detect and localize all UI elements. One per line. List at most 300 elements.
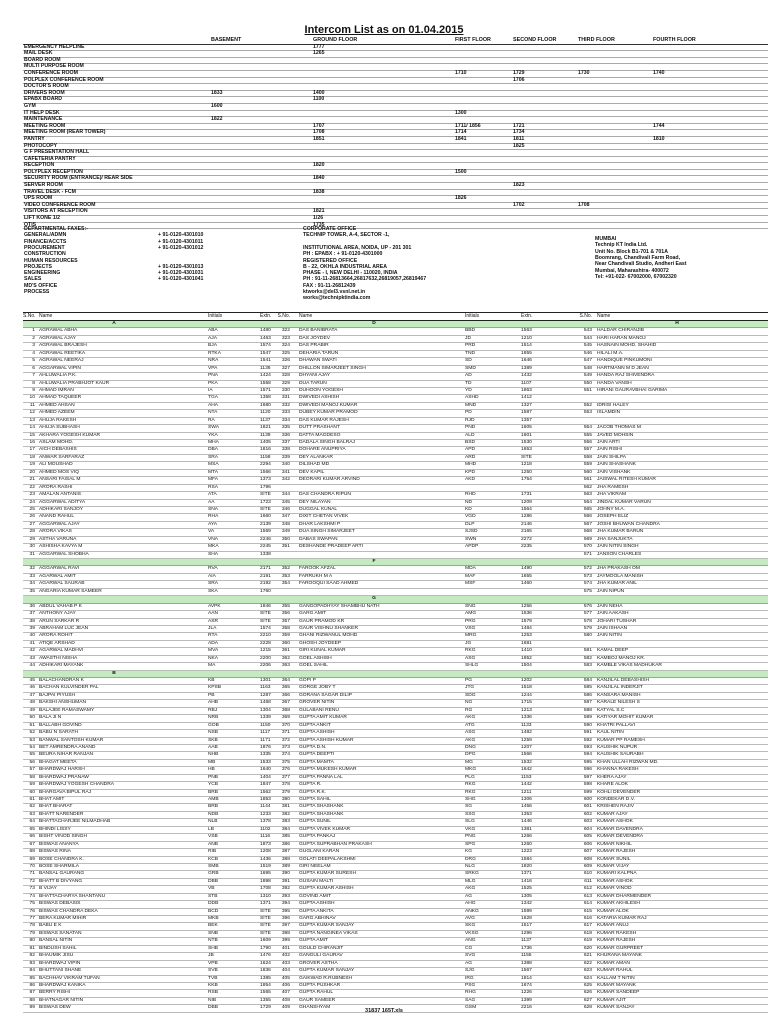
employee-name: KUMAR ALOK [597, 908, 629, 914]
initials: BBD [465, 328, 476, 334]
serial-number: 367 [281, 700, 290, 706]
serial-number: 65 [29, 826, 35, 832]
table-row [23, 656, 768, 663]
table-row [23, 440, 768, 447]
facility-extension: 1265 [313, 50, 325, 57]
initials: RG [465, 707, 473, 713]
initials: SMB [208, 863, 219, 869]
facility-name: MEETING ROOM (REAR TOWER) [24, 129, 106, 136]
employee-name: JOHARI TUSHAR [597, 618, 637, 624]
facility-extension: 1744 [653, 122, 665, 129]
serial-number: 55 [29, 752, 35, 758]
serial-number: 602 [583, 811, 592, 817]
serial-number: 79 [29, 930, 35, 936]
employee-name: GUPTA AMIT [299, 938, 328, 944]
initials: DDB [208, 901, 219, 907]
department-label: SALES [24, 276, 42, 283]
employee-name: KUMAR RAKESH [597, 930, 637, 936]
employee-name: GAUR SAMEER [299, 997, 336, 1003]
serial-number: 10 [29, 395, 35, 401]
initials: SHLG [465, 663, 479, 669]
initials: PRG [465, 618, 476, 624]
extension: 1213 [521, 707, 532, 713]
initials: NSB [208, 730, 219, 736]
serial-number: 345 [281, 499, 290, 505]
table-row [23, 842, 768, 849]
serial-number: 628 [583, 1005, 592, 1011]
facility-extension: 1823 [513, 182, 525, 189]
serial-number: 612 [583, 886, 592, 892]
initials: SKB [208, 737, 218, 743]
employee-name: GUPTA MUKESH KUMAR [299, 767, 357, 773]
serial-number: 18 [29, 454, 35, 460]
employee-name: BHARGAVA BIPUL RAJ [39, 789, 92, 795]
employee-name: KUMAR DEVENDRA [597, 834, 644, 840]
table-row [23, 782, 768, 789]
facility-extension: 1822 [211, 116, 223, 123]
employee-name: DHYANI AJAY [299, 373, 331, 379]
table-row [23, 916, 768, 923]
employee-name: JOSHI BHUWAN CHANDRA [597, 521, 660, 527]
employee-name: GAIKWAD R.RUBNESH [299, 975, 353, 981]
table-row [23, 871, 768, 878]
facility-extension: 1825 [513, 142, 525, 149]
employee-name: BOSE SHARMILA [39, 863, 79, 869]
initials: KD [465, 506, 472, 512]
directory-column-header: Initials [465, 313, 480, 319]
serial-number: 381 [281, 804, 290, 810]
serial-number: 2 [32, 335, 35, 341]
table-row [23, 968, 768, 975]
employee-name: BINDUSH SAHIL [39, 945, 77, 951]
initials: AMG [465, 611, 477, 617]
table-row [23, 574, 768, 581]
employee-name: HANDA VANSH [597, 380, 632, 386]
employee-name: JAIN ISHAAN [597, 625, 628, 631]
employee-name: KHAN ULLAH RIZWAN MD. [597, 759, 659, 765]
initials: AKG [465, 737, 476, 743]
extension: 1286 [521, 514, 532, 520]
facility-name: MAINTENANCE [24, 116, 63, 123]
extension: 1259 [521, 737, 532, 743]
employee-name: AWASTHI NISHA [39, 655, 78, 661]
serial-number: 81 [29, 945, 35, 951]
mumbai-address-line: Technip KT India Ltd. [595, 242, 648, 249]
serial-number: 380 [281, 797, 290, 802]
directory-column-header: Name [39, 313, 53, 319]
employee-name: GANGULI GAURAV [299, 953, 343, 959]
extension: 2206 [260, 663, 271, 669]
serial-number: 371 [281, 730, 290, 736]
initials: AG [465, 893, 473, 899]
employee-name: GUPTA ANKITA [299, 908, 334, 914]
employee-name: BABU N SARATH [39, 730, 79, 736]
serial-number: 376 [281, 767, 290, 773]
serial-number: 391 [281, 878, 290, 884]
serial-number: 599 [583, 789, 592, 795]
initials: VKSG [465, 930, 479, 936]
serial-number: 558 [583, 454, 592, 460]
employee-name: JAIN SHASHANK [597, 462, 636, 468]
employee-name: JHA SANJUKTA [597, 536, 633, 542]
initials: ANG [465, 938, 476, 944]
extension: 1821 [260, 425, 271, 431]
initials: ARD [465, 454, 476, 460]
initials: MDA [465, 566, 476, 572]
employee-name: ASTHA VARUNA [39, 536, 77, 542]
initials: JB [208, 953, 214, 959]
extension: 1335 [260, 752, 271, 758]
table-row [23, 812, 768, 819]
extension: 1681 [521, 640, 532, 646]
table-row [23, 328, 768, 335]
employee-name: AGRAWAL AJAY [39, 335, 76, 341]
serial-number: 325 [281, 350, 290, 356]
section-letter: A [112, 321, 116, 326]
extension: 1208 [260, 849, 271, 855]
serial-number: 372 [281, 737, 290, 743]
serial-number: 607 [583, 849, 592, 855]
employee-name: BEURA NIHAR RANJAN [39, 752, 94, 758]
employee-name: AGARWAL SAURAB [39, 581, 85, 587]
employee-name: BHAT BHARAT [39, 804, 73, 810]
table-row [23, 447, 768, 454]
facility-extension: 1820 [313, 162, 325, 169]
extension: 1836 [260, 968, 271, 974]
serial-number: 342 [281, 477, 290, 483]
serial-number: 26 [29, 514, 35, 520]
initials: SVG [465, 953, 476, 959]
section-letter: D [372, 321, 376, 326]
employee-name: GUPTA D.N. [299, 744, 327, 750]
extension: SITE [260, 930, 271, 936]
serial-number: 57 [29, 767, 35, 773]
serial-number: 35 [29, 588, 35, 594]
serial-number: 25 [29, 506, 35, 512]
extension: SITE [521, 454, 532, 460]
employee-name: HALDAR CHIRANJIB [597, 328, 645, 334]
initials: DBA [208, 447, 219, 453]
initials: SRA [208, 454, 219, 460]
employee-name: KANJILAL INDERJIT [597, 685, 643, 691]
extension: 1389 [521, 365, 532, 371]
table-row [23, 343, 768, 350]
serial-number: 362 [281, 655, 290, 661]
directory-header [23, 312, 768, 321]
employee-name: ALI MOUSHAD [39, 462, 73, 468]
employee-name: BHARDWAJ KANIKA [39, 982, 86, 988]
employee-name: BHARDWAJ PRANAW [39, 774, 89, 780]
extension: 1847 [260, 782, 271, 788]
extension: SITE [260, 916, 271, 921]
initials: NG [465, 700, 473, 706]
extension: 1144 [260, 804, 271, 810]
initials: AMB [208, 797, 219, 802]
extension: 1371 [260, 901, 271, 907]
initials: SNA [208, 506, 219, 512]
extension: 1266 [521, 834, 532, 840]
employee-name: GUPTA DEEPTI [299, 752, 335, 758]
employee-name: ATIQE ARSHAD [39, 640, 75, 646]
initials: PNA [208, 373, 219, 379]
directory-column-header: S.No. [579, 313, 592, 319]
serial-number: 69 [29, 856, 35, 862]
extension: 1536 [521, 611, 532, 617]
initials: GSM [465, 1005, 477, 1011]
extension: 1218 [521, 462, 532, 468]
employee-name: DUA SINGH SIMARJEET [299, 529, 355, 535]
extension: 1468 [260, 700, 271, 706]
employee-name: ANSARI FAISAL M [39, 477, 81, 483]
serial-number: 22 [29, 484, 35, 490]
employee-name: KUMAR DAVENDRA [597, 826, 643, 832]
serial-number: 576 [583, 603, 592, 609]
serial-number: 596 [583, 767, 592, 773]
employee-name: DEY ALANKAR [299, 454, 333, 460]
employee-name: GROVER ASTHA [299, 960, 338, 966]
table-row [23, 983, 768, 990]
extension: 1296 [521, 930, 532, 936]
extension: 1876 [260, 744, 271, 750]
initials: PNG [465, 834, 476, 840]
table-row [23, 886, 768, 893]
extension: 1301 [260, 678, 271, 683]
employee-name: BHARDWAJ HARSH [39, 767, 85, 773]
serial-number: 357 [281, 618, 290, 624]
employee-name: GUPTA SHASHANK [299, 804, 344, 810]
employee-name: GUPTA ASHISH KUMAR [299, 737, 354, 743]
serial-number: 62 [29, 804, 35, 810]
employee-name: GORANA SAGAR DILIP [299, 692, 352, 698]
serial-number: 364 [281, 678, 290, 683]
employee-name: DILSHAD MD [299, 462, 330, 468]
office-address-line: REGISTERED OFFICE [303, 257, 358, 264]
employee-name: BHAGAT MEETA [39, 759, 77, 765]
column-header: FOURTH FLOOR [653, 37, 696, 43]
facility-name: VISITORS AT RECEPTION [24, 208, 88, 215]
employee-name: GUPTA AMIT KUMAR [299, 715, 347, 721]
office-address-line: PH : EPABX : + 91-0120-4301000 [303, 251, 383, 258]
serial-number: 324 [281, 343, 290, 349]
facility-name: CONFERENCE ROOM [24, 69, 78, 76]
initials: MTA [208, 469, 218, 475]
extension: 1574 [260, 625, 271, 631]
serial-number: 554 [583, 425, 592, 431]
employee-name: GUPTA R.K. [299, 789, 327, 795]
employee-name: KATYAL S.C [597, 707, 625, 713]
facility-name: TRAVEL DESK - FCM [24, 188, 76, 195]
extension: 1207 [521, 744, 532, 750]
serial-number: 356 [281, 611, 290, 617]
employee-name: AGGARWAL ADITYA [39, 499, 86, 505]
directory-column-header: Initials [208, 313, 223, 319]
employee-name: KAUL NITIN [597, 730, 624, 736]
serial-number: 1 [32, 328, 35, 334]
employee-name: GAUR VISHNU SHANKER [299, 625, 358, 631]
department-label: GENERAL/ADMN [24, 232, 67, 239]
employee-name: IDRISI HALEY [597, 402, 629, 408]
employee-name: JANSON CHARLES [597, 551, 642, 557]
employee-name: AGRAWAL ABHA [39, 328, 78, 334]
column-header: BASEMENT [211, 37, 242, 43]
table-row [23, 381, 768, 388]
employee-name: DATTA MAGDESO [299, 432, 341, 438]
table-row [23, 581, 768, 588]
facility-name: MULTI PURPOSE ROOM [24, 63, 84, 70]
serial-number: 66 [29, 834, 35, 840]
extension: 2146 [521, 521, 532, 527]
facility-name: POLPLEX CONFERENCE ROOM [24, 76, 104, 83]
employee-name: BACHHAV VIKRAM TUFAN [39, 975, 100, 981]
serial-number: 53 [29, 737, 35, 743]
employee-name: HIRANI GAURAVBHAI GARIMA [597, 387, 668, 393]
serial-number: 580 [583, 633, 592, 639]
facility-extension: 1711/ 1856 [455, 122, 481, 129]
serial-number: 608 [583, 856, 592, 862]
serial-number: 379 [281, 789, 290, 795]
employee-name: JOSEPH ELIZ [597, 514, 629, 520]
initials: PD [465, 410, 472, 416]
facility-extension: 1708 [578, 201, 590, 208]
employee-name: KUMAR RAJESH [597, 849, 636, 855]
table-row [23, 395, 768, 402]
extension: 1731 [521, 492, 532, 498]
table-row [23, 953, 768, 960]
employee-name: KARALE NILESH S [597, 700, 640, 706]
department-label: CONSTRUCTION [24, 251, 66, 258]
employee-name: KUMAR AMAN [597, 960, 630, 966]
table-row [23, 708, 768, 715]
serial-number: 592 [583, 737, 592, 743]
extension: 1215 [260, 648, 271, 654]
extension: 1640 [260, 767, 271, 773]
serial-number: 24 [29, 499, 35, 505]
employee-name: ASHISHA KAVYA M [39, 544, 83, 550]
serial-number: 72 [29, 878, 35, 884]
extension: 1209 [521, 499, 532, 505]
extension: 1547 [260, 350, 271, 356]
employee-name: KUMAR DHARMENDER [597, 893, 652, 899]
initials: AVPK [208, 603, 221, 609]
department-fax: + 91-0120-4301011 [158, 238, 204, 245]
employee-name: HASNAIN MOHD. SHAHID [597, 343, 657, 349]
page-title: Intercom List as on 01.04.2015 [304, 24, 464, 36]
initials: PSG [465, 982, 476, 988]
extension: 1150 [260, 722, 271, 728]
serial-number: 348 [281, 521, 290, 527]
initials: LB [208, 826, 214, 832]
directory-column-header: Name [597, 313, 611, 319]
employee-name: BERRY RISHI [39, 990, 71, 996]
serial-number: 47 [29, 692, 35, 698]
table-row [23, 336, 768, 343]
serial-number: 562 [583, 484, 592, 490]
serial-number: 615 [583, 908, 592, 914]
employee-name: ANGARIA KUMAR SAMEER [39, 588, 102, 594]
office-address-line: ktworks@del3.vsnl.net.in [303, 289, 366, 295]
initials: AAB [208, 744, 218, 750]
employee-name: DOHARE ANUPRIYA [299, 447, 346, 453]
employee-name: JACOB THOMAS M [597, 425, 641, 431]
initials: RTKA [208, 350, 221, 356]
employee-name: ANAND RAHUL [39, 514, 75, 520]
employee-name: DAS BANIBRATA [299, 328, 338, 334]
serial-number: 346 [281, 506, 290, 512]
employee-name: GUPTA KUMAR SANJAY [299, 923, 355, 929]
serial-number: 577 [583, 611, 592, 617]
facility-name: MEETING ROOM [24, 122, 66, 129]
table-row [23, 946, 768, 953]
serial-number: 566 [583, 514, 592, 520]
office-address-line: B - 22, OKHLA INDUSTRIAL AREA [303, 263, 387, 270]
table-row [23, 752, 768, 759]
initials: KG [465, 849, 473, 855]
table-row [23, 827, 768, 834]
initials: NLG [465, 863, 476, 869]
employee-name: AHLUWALIA PRABHJOT KAUR [39, 380, 110, 386]
initials: PLG [465, 774, 475, 780]
employee-name: GIRI KUNAL KUMAR [299, 648, 346, 654]
employee-name: DADALA SINGH BALRAJ [299, 440, 355, 445]
serial-number: 78 [29, 923, 35, 929]
initials: VSG [465, 625, 476, 631]
initials: KPSB [208, 685, 222, 691]
serial-number: 619 [583, 938, 592, 944]
employee-name: GOEL SAHIL [299, 663, 328, 669]
initials: SWA [208, 425, 219, 431]
serial-number: 595 [583, 759, 592, 765]
extension: 1736 [521, 945, 532, 951]
initials: NRA [208, 358, 219, 364]
employee-name: BISWAS CHANDRA DEKA [39, 908, 98, 914]
facility-extension: 1721 [513, 122, 525, 129]
serial-number: 9 [32, 387, 35, 393]
table-row [23, 961, 768, 968]
initials: ND [465, 499, 473, 505]
table-row [23, 693, 768, 700]
employee-name: GUPTA ANKIT [299, 722, 331, 728]
facility-name: PHOTOCOPY [24, 142, 58, 149]
initials: RKG [465, 648, 476, 654]
table-row [23, 537, 768, 544]
serial-number: 393 [281, 893, 290, 899]
serial-number: 571 [583, 551, 592, 557]
employee-name: AICH DEBASHIS [39, 447, 77, 453]
extension: 1814 [521, 975, 532, 981]
initials: YD [465, 387, 472, 393]
table-row [23, 514, 768, 521]
initials: PNB [208, 774, 219, 780]
extension: 1579 [521, 618, 532, 624]
serial-number: 591 [583, 730, 592, 736]
employee-name: DUA TARUN [299, 380, 327, 386]
extension: 1137 [260, 417, 271, 423]
facility-extension: 1702 [513, 201, 525, 208]
employee-name: JAIN ARTI [597, 440, 620, 445]
initials: AJA [208, 335, 217, 341]
employee-name: HARI HARAN MANOJ [597, 335, 646, 341]
serial-number: 398 [281, 930, 290, 936]
employee-name: JOHNY M.A. [597, 506, 625, 512]
employee-name: DAS KUMAR RAJESH [299, 417, 349, 423]
extension: 1136 [260, 365, 271, 371]
table-row [23, 879, 768, 886]
department-label: HUMAN RESOURCES [24, 257, 78, 264]
employee-name: ADHIKARI MAYANK [39, 663, 84, 669]
serial-number: 38 [29, 618, 35, 624]
serial-number: 572 [583, 566, 592, 572]
initials: RVA [208, 566, 218, 572]
